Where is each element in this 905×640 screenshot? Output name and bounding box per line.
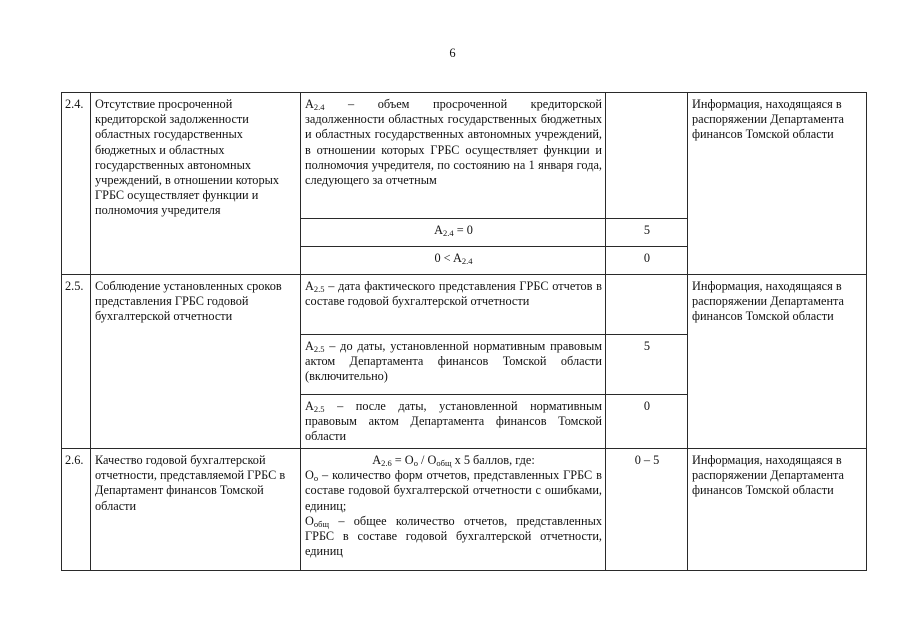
criterion-name: Соблюдение установленных сроков представления ГРБС годовой бухгалтерской отчетности <box>91 275 301 449</box>
criterion-description <box>301 275 606 335</box>
variable: A <box>453 251 462 265</box>
score: 0 <box>606 395 688 449</box>
score-cell-empty <box>606 275 688 335</box>
criterion-name: Качество годовой бухгалтерской отчетности, представляемой ГРБС в Департамент финансов Томской области <box>91 449 301 571</box>
table-row <box>62 93 867 219</box>
criteria-table <box>61 92 867 571</box>
score: 5 <box>606 219 688 247</box>
description-text: – объем просроченной кредиторской задолженности областных государственных бюджетных и областных государственных автономных учреждений, в отношении которых ГРБС осуществляет функции и полномочия учредителя, по состоянию на 1 января года, следующего за отчетным <box>305 97 602 188</box>
definition: $O_o$ – количество форм отчетов, представленных ГРБС в составе годовой бухгалтерской отчетности с ошибками, единиц; <box>305 468 602 513</box>
description-text: – дата фактического представления ГРБС отчетов в составе годовой бухгалтерской отчетности <box>305 279 602 309</box>
data-source: Информация, находящаяся в распоряжении Департамента финансов Томской области <box>688 275 867 449</box>
variable-subscript: 2.5 <box>313 404 325 414</box>
variable-subscript: 2.4 <box>461 256 473 266</box>
score-cell-empty <box>606 93 688 219</box>
definition: $O_{общ}$ – общее количество отчетов, представленных ГРБС в составе годовой бухгалтерской отчетности, единиц <box>305 513 602 559</box>
score: 5 <box>606 335 688 395</box>
criterion-name: Отсутствие просроченной кредиторской задолженности областных государственных бюджетных и областных государственных автономных учреждений, в отношении которых ГРБС осуществляет функции и полномочия учредителя <box>91 93 301 275</box>
row-number: 2.5. <box>62 275 91 449</box>
variable-subscript: 2.5 <box>313 284 325 294</box>
score: 0 – 5 <box>606 449 688 571</box>
variable-subscript: 2.4 <box>443 228 454 238</box>
variable: A <box>305 97 314 111</box>
variable: A <box>434 223 444 237</box>
row-number: 2.6. <box>62 449 91 571</box>
table-row <box>62 275 867 335</box>
formula: $A_{2.6} = O_o / O_{общ}$ х 5 баллов, где: <box>372 453 535 468</box>
condition: $0 < A_{2.4}$ <box>301 247 606 275</box>
variable-subscript: 2.6 <box>381 458 392 468</box>
table-row <box>62 449 867 571</box>
condition: $A_{2.5}$ – до даты, установленной нормативным правовым актом Департамента финансов Томской области (включительно) <box>301 335 606 395</box>
variable: A <box>305 339 314 353</box>
condition: $A_{2.5}$ – после даты, установленной нормативным правовым актом Департамента финансов Томской области <box>301 395 606 449</box>
criterion-description <box>301 93 606 219</box>
criterion-description <box>301 449 606 571</box>
row-number: 2.4. <box>62 93 91 275</box>
data-source: Информация, находящаяся в распоряжении Департамента финансов Томской области <box>688 449 867 571</box>
score: 0 <box>606 247 688 275</box>
variable: O <box>305 468 314 483</box>
variable: O <box>305 513 314 528</box>
variable: A <box>305 279 314 293</box>
data-source: Информация, находящаяся в распоряжении Департамента финансов Томской области <box>688 93 867 275</box>
variable: A <box>372 453 382 467</box>
variable: A <box>305 399 314 413</box>
variable-subscript: 2.5 <box>313 344 325 354</box>
variable-subscript: общ <box>313 518 330 529</box>
variable-subscript: 2.4 <box>313 102 325 112</box>
variable-subscript: o <box>313 473 319 484</box>
condition: $A_{2.4} = 0$ <box>301 219 606 247</box>
page-number: 6 <box>449 46 456 60</box>
